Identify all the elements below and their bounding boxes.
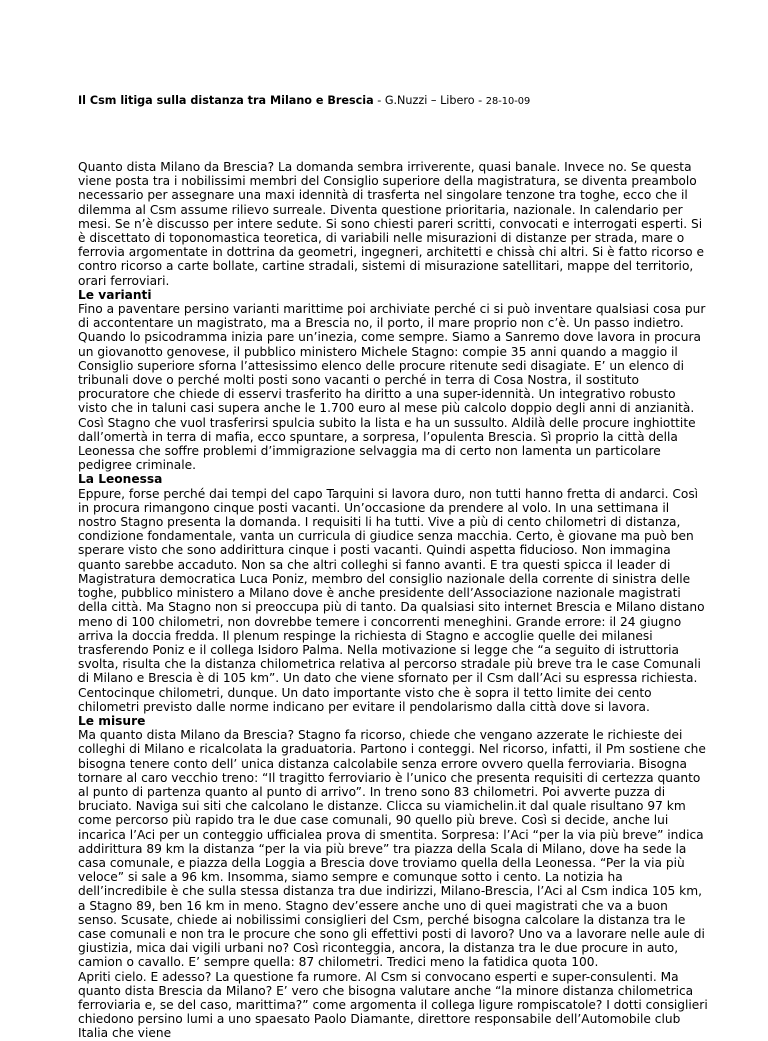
section-heading-leonessa: La Leonessa (78, 472, 163, 487)
section-text-varianti: Fino a paventare persino varianti marittime poi archiviate perché ci si può inventare qualsiasi cosa pur di accontentare un magistrato, ma a Brescia no, il porto, il mare proprio non c’è. Un passo indietro. Quando lo psicodramma inizia pare un’inezia, come sempre. Siamo a Sanremo dove lavora in procura un giovanotto genovese, il pubblico ministero Michele Stagno: compie 35 anni quando a maggio il Consiglio superiore sforna l’attesissimo elenco delle procure ritenute sedi disagiate. E’ un elenco di tribunali dove o perché molti posti sono vacanti o perché in terra di Cosa Nostra, il sostituto procuratore che chiede di esservi trasferito ha diritto a una super-idennità. Un integrativo robusto visto che in taluni casi supera anche le 1.700 euro al mese più calcolo doppio degli anni di anzianità. Così Stagno che vuol trasferirsi spulcia subito la lista e ha un sussulto. Aldilà delle procure inghiottite dall’omertà in terra di mafia, ecco spuntare, a sorpresa, l’opulenta Brescia. Sì proprio la città della Leonessa che soffre problemi d’immigrazione selvaggia ma di certo non lamenta un particolare pedigree criminale. (78, 302, 706, 473)
article-page (78, 94, 708, 1041)
intro-paragraph: Quanto dista Milano da Brescia? La domanda sembra irriverente, quasi banale. Invece no. Se questa viene posta tra i nobilissimi membri del Consiglio superiore della magistratura, se diventa preambolo necessario per assegnare una maxi idennità di trasferta nel singolare tenzone tra toghe, ecco che il dilemma al Csm assume rilievo surreale. Diventa questione prioritaria, nazionale. In calendario per mesi. Se n’è discusso per intere sedute. Si sono chiesti pareri scritti, convocati e interrogati esperti. Si è discettato di toponomastica teoretica, di variabili nelle misurazioni di distanze per strada, mare o ferrovia argomentate in dottrina da geometri, ingegneri, architetti e chissà chi altri. Si è fatto ricorso e contro ricorso a carte bollate, cartine stradali, sistemi di misurazione satellitari, mappe del territorio, orari ferroviari. (78, 160, 704, 288)
section-heading-varianti: Le varianti (78, 287, 152, 302)
section-heading-misure: Le misure (78, 713, 146, 728)
section-text-misure: Ma quanto dista Milano da Brescia? Stagno fa ricorso, chiede che vengano azzerate le richieste dei colleghi di Milano e ricalcolata la graduatoria. Partono i conteggi. Nel ricorso, infatti, il Pm sostiene che bisogna tenere conto dell’ unica distanza calcolabile senza errore ovvero quella ferroviaria. Bisogna tornare al caro vecchio treno: “Il tragitto ferroviario è l’unico che presenta requisiti di certezza quanto al punto di partenza quanto al punto di arrivo”. In treno sono 83 chilometri. Poi avverte puzza di bruciato. Naviga sui siti che calcolano le distanze. Clicca su viamichelin.it dal quale risultano 97 km come percorso più rapido tra le due case comunali, 90 quello più breve. Così si decide, anche lui incarica l’Aci per un conteggio ufficialea prova di smentita. Sorpresa: l’Aci “per la via più breve” indica addirittura 89 km la distanza “per la via più breve” tra piazza della Scala di Milano, dove ha sede la casa comunale, e piazza della Loggia a Brescia dove troviamo quella della Leonessa. “Per la via più veloce” si sale a 96 km. Insomma, siamo sempre e comunque sotto i cento. La notizia ha dell’incredibile è che sulla stessa distanza tra due indirizzi, Milano-Brescia, l’Aci al Csm indica 105 km, a Stagno 89, ben 16 km in meno. Stagno dev’essere anche uno di quei magistrati che va a buon senso. Scusate, chiede ai nobilissimi consiglieri del Csm, perché bisogna calcolare la distanza tra le case comunali e non tra le procure che sono gli effettivi posti di lavoro? Uno va a lavorare nelle aule di giustizia, mica dai vigili urbani no? Così riconteggia, ancora, la distanza tra le due procure in auto, camion o cavallo. E’ sempre quella: 87 chilometri. Tredici meno la fatidica quota 100. Apriti cielo. E adesso? La questione fa rumore. Al Csm si convocano esperti e super-consulenti. Ma quanto dista Brescia da Milano? E’ vero che bisogna valutare anche “la minore distanza chilometrica ferroviaria e, se del caso, marittima?” come argomenta il collega ligure rompiscatole? I dotti consiglieri chiedono persino lumi a uno spaesato Paolo Diamante, direttore responsabile dell’Automobile club Italia che viene (78, 728, 708, 1041)
article-byline: - G.Nuzzi – Libero - (373, 94, 486, 107)
section-text-leonessa: Eppure, forse perché dai tempi del capo Tarquini si lavora duro, non tutti hanno fretta di andarci. Così in procura rimangono cinque posti vacanti. Un’occasione da prendere al volo. In una settimana il nostro Stagno presenta la domanda. I requisiti li ha tutti. Vive a più di cento chilometri di distanza, condizione fondamentale, vanta un curricula di giudice senza macchia. Certo, è giovane ma può ben sperare visto che sono addirittura cinque i posti vacanti. Quindi aspetta fiducioso. Non immagina quanto sarebbe accaduto. Non sa che altri colleghi si fanno avanti. E tra questi spicca il leader di Magistratura democratica Luca Poniz, membro del consiglio nazionale della corrente di sinistra delle toghe, pubblico ministero a Milano dove è anche presidente dell’Associazione nazionale magistrati della città. Ma Stagno non si preoccupa più di tanto. Da qualsiasi sito internet Brescia e Milano distano meno di 100 chilometri, non dovrebbe temere i concorrenti meneghini. Grande errore: il 24 giugno arriva la doccia fredda. Il plenum respinge la richiesta di Stagno e accoglie quelle dei milanesi trasferendo Poniz e il collega Isidoro Palma. Nella motivazione si legge che “a seguito di istruttoria svolta, risulta che la distanza chilometrica relativa al percorso stradale più breve tra le case Comunali di Milano e Brescia è di 105 km”. Un dato che viene sfornato per il Csm dall’Aci su espressa richiesta. Centocinque chilometri, dunque. Un dato importante visto che è sopra il tetto limite dei cento chilometri previsto dalle norme indicano per evitare il pendolarismo dalla città dove si lavora. (78, 486, 705, 714)
article-date: 28-10-09 (485, 96, 531, 107)
article-title: Il Csm litiga sulla distanza tra Milano e Brescia (78, 94, 374, 107)
article-headline (78, 94, 708, 109)
